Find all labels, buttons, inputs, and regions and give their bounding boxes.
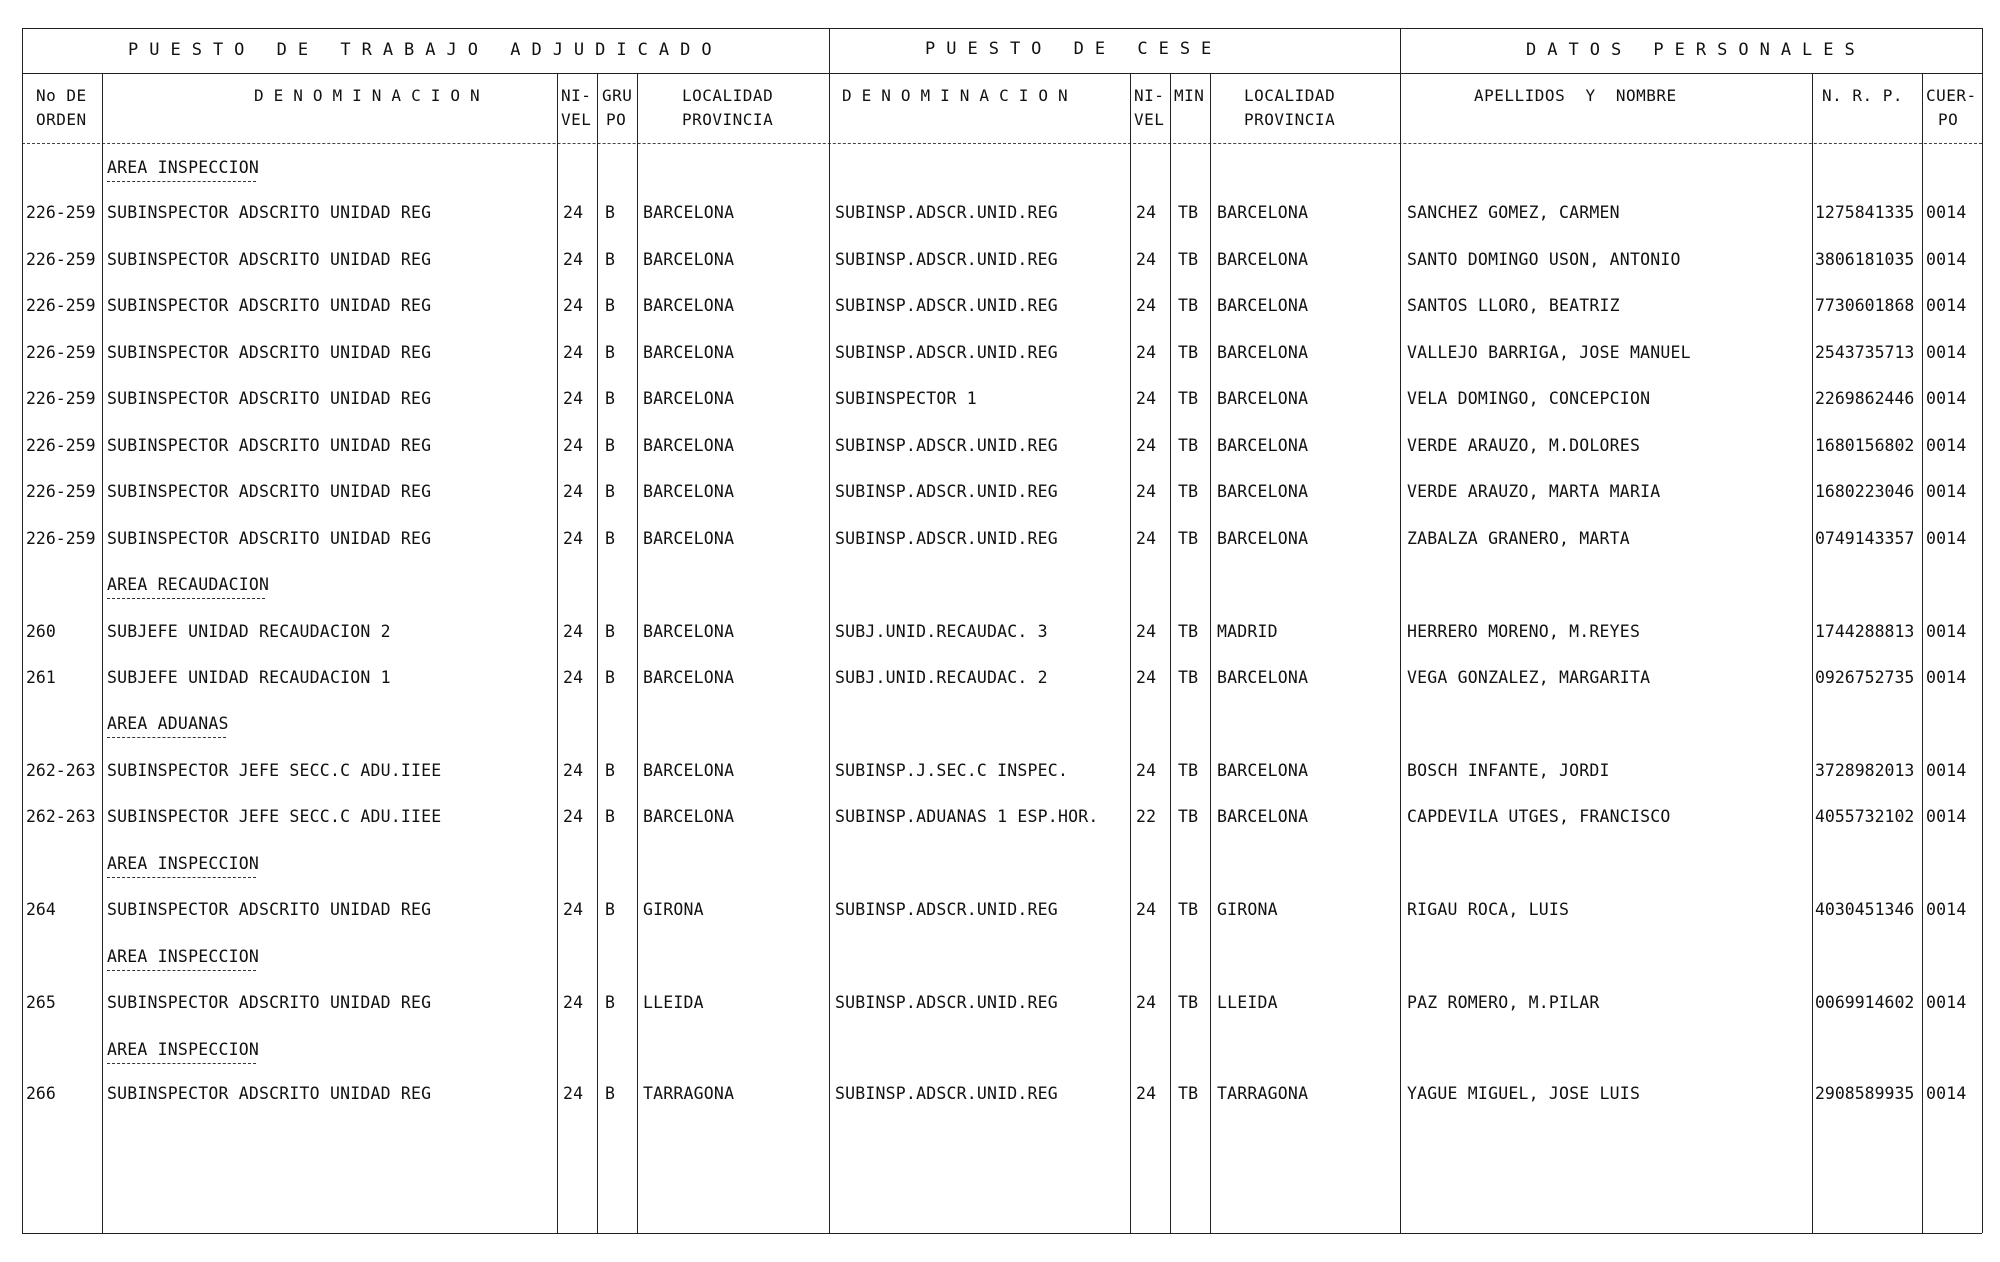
cell-grupo: B xyxy=(605,529,616,548)
cell-nrp: 1744288813 xyxy=(1815,622,1915,641)
cell-nrp: 0926752735 xyxy=(1815,668,1915,687)
cell-cese-denominacion: SUBINSP.J.SEC.C INSPEC. xyxy=(835,761,1069,780)
col-header-apellidos: APELLIDOS Y NOMBRE xyxy=(1474,86,1677,105)
cell-denominacion: SUBJEFE UNIDAD RECAUDACION 1 xyxy=(107,668,391,687)
cell-nrp: 0749143357 xyxy=(1815,529,1915,548)
column-header-divider xyxy=(22,143,1982,144)
table-bottom-border xyxy=(22,1233,1982,1234)
cell-grupo: B xyxy=(605,900,616,919)
area-heading-underline xyxy=(107,877,256,878)
cell-nivel: 24 xyxy=(563,296,584,315)
cell-denominacion: SUBINSPECTOR ADSCRITO UNIDAD REG xyxy=(107,296,432,315)
cell-localidad: BARCELONA xyxy=(643,529,735,548)
cell-nrp: 2543735713 xyxy=(1815,343,1915,362)
cell-nivel: 24 xyxy=(563,203,584,222)
cell-grupo: B xyxy=(605,203,616,222)
cell-orden: 265 xyxy=(26,993,56,1012)
cell-nrp: 1275841335 xyxy=(1815,203,1915,222)
cell-localidad: BARCELONA xyxy=(643,482,735,501)
cell-nivel: 24 xyxy=(563,389,584,408)
cell-nrp: 7730601868 xyxy=(1815,296,1915,315)
group-header-adjudicado: PUESTO DE TRABAJO ADJUDICADO xyxy=(128,40,723,60)
col-line-cese-min xyxy=(1210,73,1211,1233)
cell-nivel: 24 xyxy=(563,482,584,501)
cell-nrp: 2269862446 xyxy=(1815,389,1915,408)
cell-cese-nivel: 24 xyxy=(1136,389,1157,408)
cell-grupo: B xyxy=(605,482,616,501)
cell-orden: 226-259 xyxy=(26,529,96,548)
cell-localidad: BARCELONA xyxy=(643,250,735,269)
cell-nrp: 4055732102 xyxy=(1815,807,1915,826)
cell-apellidos-nombre: ZABALZA GRANERO, MARTA xyxy=(1407,529,1630,548)
cell-denominacion: SUBINSPECTOR ADSCRITO UNIDAD REG xyxy=(107,203,432,222)
cell-cese-nivel: 24 xyxy=(1136,993,1157,1012)
cell-cese-denominacion: SUBINSP.ADSCR.UNID.REG xyxy=(835,993,1058,1012)
cell-cese-nivel: 24 xyxy=(1136,529,1157,548)
cell-orden: 226-259 xyxy=(26,203,96,222)
cell-apellidos-nombre: BOSCH INFANTE, JORDI xyxy=(1407,761,1610,780)
cell-cese-min: TB xyxy=(1178,203,1199,222)
cell-cese-min: TB xyxy=(1178,296,1199,315)
cell-grupo: B xyxy=(605,993,616,1012)
cell-denominacion: SUBINSPECTOR ADSCRITO UNIDAD REG xyxy=(107,250,432,269)
cell-cese-min: TB xyxy=(1178,482,1199,501)
cell-cese-nivel: 22 xyxy=(1136,807,1157,826)
cell-orden: 226-259 xyxy=(26,436,96,455)
col-line-denominacion xyxy=(557,73,558,1233)
cell-nivel: 24 xyxy=(563,343,584,362)
cell-cese-min: TB xyxy=(1178,343,1199,362)
cell-cese-localidad: BARCELONA xyxy=(1217,529,1309,548)
cell-orden: 226-259 xyxy=(26,389,96,408)
cell-nrp: 3728982013 xyxy=(1815,761,1915,780)
cell-cuerpo: 0014 xyxy=(1926,203,1967,222)
col-header-cese-nivel-2: VEL xyxy=(1134,110,1165,129)
cell-cese-min: TB xyxy=(1178,1084,1199,1103)
cell-grupo: B xyxy=(605,622,616,641)
cell-orden: 264 xyxy=(26,900,56,919)
col-header-nivel-2: VEL xyxy=(561,110,592,129)
cell-apellidos-nombre: VERDE ARAUZO, MARTA MARIA xyxy=(1407,482,1661,501)
col-header-grupo-2: PO xyxy=(606,110,627,129)
area-heading-underline xyxy=(107,181,256,182)
cell-apellidos-nombre: RIGAU ROCA, LUIS xyxy=(1407,900,1570,919)
cell-grupo: B xyxy=(605,250,616,269)
cell-grupo: B xyxy=(605,436,616,455)
cell-orden: 266 xyxy=(26,1084,56,1103)
cell-localidad: BARCELONA xyxy=(643,436,735,455)
col-header-orden-1: No DE xyxy=(36,86,87,105)
cell-localidad: LLEIDA xyxy=(643,993,704,1012)
cell-cese-nivel: 24 xyxy=(1136,343,1157,362)
cell-cese-nivel: 24 xyxy=(1136,622,1157,641)
cell-cese-min: TB xyxy=(1178,622,1199,641)
cell-cese-min: TB xyxy=(1178,807,1199,826)
cell-orden: 262-263 xyxy=(26,761,96,780)
cell-cese-nivel: 24 xyxy=(1136,250,1157,269)
col-line-grupo xyxy=(637,73,638,1233)
cell-cuerpo: 0014 xyxy=(1926,993,1967,1012)
col-header-nivel-1: NI- xyxy=(561,86,592,105)
cell-nivel: 24 xyxy=(563,900,584,919)
cell-cese-min: TB xyxy=(1178,993,1199,1012)
col-line-nrp xyxy=(1922,73,1923,1233)
cell-cuerpo: 0014 xyxy=(1926,807,1967,826)
cell-cese-nivel: 24 xyxy=(1136,900,1157,919)
cell-orden: 262-263 xyxy=(26,807,96,826)
area-heading-underline xyxy=(107,737,226,738)
cell-localidad: TARRAGONA xyxy=(643,1084,735,1103)
cell-denominacion: SUBINSPECTOR JEFE SECC.C ADU.IIEE xyxy=(107,807,442,826)
cell-cuerpo: 0014 xyxy=(1926,900,1967,919)
cell-cese-min: TB xyxy=(1178,389,1199,408)
cell-cuerpo: 0014 xyxy=(1926,436,1967,455)
cell-apellidos-nombre: PAZ ROMERO, M.PILAR xyxy=(1407,993,1600,1012)
cell-cese-denominacion: SUBINSPECTOR 1 xyxy=(835,389,977,408)
group-header-divider xyxy=(22,73,1982,74)
cell-apellidos-nombre: VEGA GONZALEZ, MARGARITA xyxy=(1407,668,1651,687)
cell-cese-denominacion: SUBINSP.ADSCR.UNID.REG xyxy=(835,900,1058,919)
cell-localidad: BARCELONA xyxy=(643,203,735,222)
col-header-orden-2: ORDEN xyxy=(36,110,87,129)
cell-cese-denominacion: SUBINSP.ADSCR.UNID.REG xyxy=(835,1084,1058,1103)
cell-cuerpo: 0014 xyxy=(1926,761,1967,780)
col-line-nivel xyxy=(597,73,598,1233)
group-header-cese: PUESTO DE CESE xyxy=(925,39,1223,59)
cell-cese-min: TB xyxy=(1178,761,1199,780)
cell-localidad: BARCELONA xyxy=(643,622,735,641)
cell-nivel: 24 xyxy=(563,1084,584,1103)
cell-cese-localidad: BARCELONA xyxy=(1217,203,1309,222)
cell-apellidos-nombre: VELA DOMINGO, CONCEPCION xyxy=(1407,389,1651,408)
cell-cese-min: TB xyxy=(1178,668,1199,687)
col-line-left xyxy=(22,28,23,1233)
cell-cese-denominacion: SUBINSP.ADSCR.UNID.REG xyxy=(835,250,1058,269)
cell-nivel: 24 xyxy=(563,668,584,687)
cell-cese-localidad: BARCELONA xyxy=(1217,761,1309,780)
cell-cese-localidad: TARRAGONA xyxy=(1217,1084,1309,1103)
col-header-cese-localidad-2: PROVINCIA xyxy=(1244,110,1336,129)
cell-cuerpo: 0014 xyxy=(1926,529,1967,548)
col-header-denominacion: DENOMINACION xyxy=(254,86,490,105)
cell-cese-nivel: 24 xyxy=(1136,1084,1157,1103)
area-heading: AREA INSPECCION xyxy=(107,947,260,966)
area-heading: AREA ADUANAS xyxy=(107,714,229,733)
cell-cuerpo: 0014 xyxy=(1926,482,1967,501)
cell-apellidos-nombre: SANTO DOMINGO USON, ANTONIO xyxy=(1407,250,1681,269)
area-heading: AREA INSPECCION xyxy=(107,854,260,873)
cell-denominacion: SUBINSPECTOR ADSCRITO UNIDAD REG xyxy=(107,436,432,455)
cell-nrp: 0069914602 xyxy=(1815,993,1915,1012)
cell-localidad: BARCELONA xyxy=(643,343,735,362)
cell-cuerpo: 0014 xyxy=(1926,622,1967,641)
cell-localidad: BARCELONA xyxy=(643,389,735,408)
cell-orden: 226-259 xyxy=(26,250,96,269)
cell-nivel: 24 xyxy=(563,529,584,548)
cell-cese-localidad: GIRONA xyxy=(1217,900,1278,919)
cell-cese-nivel: 24 xyxy=(1136,668,1157,687)
area-heading-underline xyxy=(107,598,265,599)
col-header-cese-nivel-1: NI- xyxy=(1134,86,1165,105)
col-line-orden xyxy=(102,73,103,1233)
col-line-cese-localidad xyxy=(1400,28,1401,1233)
cell-nrp: 2908589935 xyxy=(1815,1084,1915,1103)
cell-cese-nivel: 24 xyxy=(1136,203,1157,222)
cell-apellidos-nombre: YAGUE MIGUEL, JOSE LUIS xyxy=(1407,1084,1641,1103)
cell-cese-denominacion: SUBINSP.ADSCR.UNID.REG xyxy=(835,343,1058,362)
cell-cese-denominacion: SUBINSP.ADSCR.UNID.REG xyxy=(835,203,1058,222)
area-heading-underline xyxy=(107,970,256,971)
cell-cuerpo: 0014 xyxy=(1926,250,1967,269)
cell-orden: 226-259 xyxy=(26,296,96,315)
cell-denominacion: SUBINSPECTOR ADSCRITO UNIDAD REG xyxy=(107,482,432,501)
col-header-cese-min: MIN xyxy=(1174,86,1205,105)
cell-localidad: BARCELONA xyxy=(643,668,735,687)
cell-cese-localidad: BARCELONA xyxy=(1217,807,1309,826)
cell-cuerpo: 0014 xyxy=(1926,296,1967,315)
cell-cese-nivel: 24 xyxy=(1136,761,1157,780)
col-header-cese-denominacion: DENOMINACION xyxy=(842,86,1078,105)
cell-cese-denominacion: SUBINSP.ADSCR.UNID.REG xyxy=(835,436,1058,455)
col-header-nrp: N. R. P. xyxy=(1822,86,1904,105)
cell-localidad: BARCELONA xyxy=(643,807,735,826)
cell-cese-localidad: BARCELONA xyxy=(1217,250,1309,269)
cell-nrp: 3806181035 xyxy=(1815,250,1915,269)
col-line-right xyxy=(1982,28,1983,1233)
cell-grupo: B xyxy=(605,668,616,687)
cell-orden: 226-259 xyxy=(26,343,96,362)
cell-denominacion: SUBINSPECTOR ADSCRITO UNIDAD REG xyxy=(107,529,432,548)
cell-denominacion: SUBINSPECTOR JEFE SECC.C ADU.IIEE xyxy=(107,761,442,780)
cell-orden: 260 xyxy=(26,622,56,641)
cell-cese-localidad: BARCELONA xyxy=(1217,389,1309,408)
area-heading: AREA RECAUDACION xyxy=(107,575,270,594)
cell-apellidos-nombre: HERRERO MORENO, M.REYES xyxy=(1407,622,1641,641)
cell-cese-denominacion: SUBJ.UNID.RECAUDAC. 2 xyxy=(835,668,1048,687)
cell-cese-localidad: BARCELONA xyxy=(1217,436,1309,455)
cell-cese-denominacion: SUBINSP.ADSCR.UNID.REG xyxy=(835,296,1058,315)
cell-nivel: 24 xyxy=(563,436,584,455)
col-line-apellidos xyxy=(1812,73,1813,1233)
cell-cese-min: TB xyxy=(1178,900,1199,919)
col-header-cuerpo-2: PO xyxy=(1938,110,1959,129)
cell-grupo: B xyxy=(605,1084,616,1103)
cell-nrp: 1680156802 xyxy=(1815,436,1915,455)
col-header-grupo-1: GRU xyxy=(602,86,633,105)
cell-cese-localidad: BARCELONA xyxy=(1217,343,1309,362)
cell-cese-denominacion: SUBINSP.ADUANAS 1 ESP.HOR. xyxy=(835,807,1099,826)
col-line-cese-nivel xyxy=(1170,73,1171,1233)
cell-cese-localidad: MADRID xyxy=(1217,622,1278,641)
cell-nrp: 4030451346 xyxy=(1815,900,1915,919)
cell-localidad: GIRONA xyxy=(643,900,704,919)
cell-apellidos-nombre: VALLEJO BARRIGA, JOSE MANUEL xyxy=(1407,343,1691,362)
cell-nivel: 24 xyxy=(563,622,584,641)
cell-localidad: BARCELONA xyxy=(643,761,735,780)
cell-grupo: B xyxy=(605,389,616,408)
cell-cese-denominacion: SUBINSP.ADSCR.UNID.REG xyxy=(835,482,1058,501)
cell-nivel: 24 xyxy=(563,993,584,1012)
cell-apellidos-nombre: SANCHEZ GOMEZ, CARMEN xyxy=(1407,203,1620,222)
area-heading-underline xyxy=(107,1063,256,1064)
cell-localidad: BARCELONA xyxy=(643,296,735,315)
cell-orden: 226-259 xyxy=(26,482,96,501)
cell-cese-localidad: BARCELONA xyxy=(1217,296,1309,315)
cell-grupo: B xyxy=(605,807,616,826)
cell-nivel: 24 xyxy=(563,807,584,826)
cell-denominacion: SUBINSPECTOR ADSCRITO UNIDAD REG xyxy=(107,993,432,1012)
cell-cese-denominacion: SUBJ.UNID.RECAUDAC. 3 xyxy=(835,622,1048,641)
cell-apellidos-nombre: VERDE ARAUZO, M.DOLORES xyxy=(1407,436,1641,455)
cell-cese-min: TB xyxy=(1178,529,1199,548)
cell-denominacion: SUBINSPECTOR ADSCRITO UNIDAD REG xyxy=(107,343,432,362)
cell-cuerpo: 0014 xyxy=(1926,389,1967,408)
col-header-cese-localidad-1: LOCALIDAD xyxy=(1244,86,1336,105)
cell-grupo: B xyxy=(605,296,616,315)
cell-apellidos-nombre: SANTOS LLORO, BEATRIZ xyxy=(1407,296,1620,315)
cell-grupo: B xyxy=(605,761,616,780)
cell-denominacion: SUBINSPECTOR ADSCRITO UNIDAD REG xyxy=(107,389,432,408)
cell-grupo: B xyxy=(605,343,616,362)
area-heading: AREA INSPECCION xyxy=(107,1040,260,1059)
col-header-cuerpo-1: CUER- xyxy=(1926,86,1977,105)
cell-denominacion: SUBJEFE UNIDAD RECAUDACION 2 xyxy=(107,622,391,641)
cell-cuerpo: 0014 xyxy=(1926,343,1967,362)
cell-nivel: 24 xyxy=(563,250,584,269)
cell-orden: 261 xyxy=(26,668,56,687)
cell-nrp: 1680223046 xyxy=(1815,482,1915,501)
cell-cese-denominacion: SUBINSP.ADSCR.UNID.REG xyxy=(835,529,1058,548)
col-line-localidad xyxy=(829,28,830,1233)
cell-cuerpo: 0014 xyxy=(1926,1084,1967,1103)
table-top-border xyxy=(22,28,1982,29)
cell-denominacion: SUBINSPECTOR ADSCRITO UNIDAD REG xyxy=(107,1084,432,1103)
group-header-personales: DATOS PERSONALES xyxy=(1526,40,1866,60)
cell-cese-localidad: LLEIDA xyxy=(1217,993,1278,1012)
cell-cese-nivel: 24 xyxy=(1136,296,1157,315)
cell-cuerpo: 0014 xyxy=(1926,668,1967,687)
cell-cese-min: TB xyxy=(1178,436,1199,455)
cell-denominacion: SUBINSPECTOR ADSCRITO UNIDAD REG xyxy=(107,900,432,919)
col-header-localidad-1: LOCALIDAD xyxy=(682,86,774,105)
cell-cese-localidad: BARCELONA xyxy=(1217,668,1309,687)
area-heading: AREA INSPECCION xyxy=(107,158,260,177)
cell-cese-localidad: BARCELONA xyxy=(1217,482,1309,501)
cell-apellidos-nombre: CAPDEVILA UTGES, FRANCISCO xyxy=(1407,807,1671,826)
cell-nivel: 24 xyxy=(563,761,584,780)
col-header-localidad-2: PROVINCIA xyxy=(682,110,774,129)
cell-cese-nivel: 24 xyxy=(1136,436,1157,455)
col-line-cese-denominacion xyxy=(1130,73,1131,1233)
cell-cese-nivel: 24 xyxy=(1136,482,1157,501)
cell-cese-min: TB xyxy=(1178,250,1199,269)
